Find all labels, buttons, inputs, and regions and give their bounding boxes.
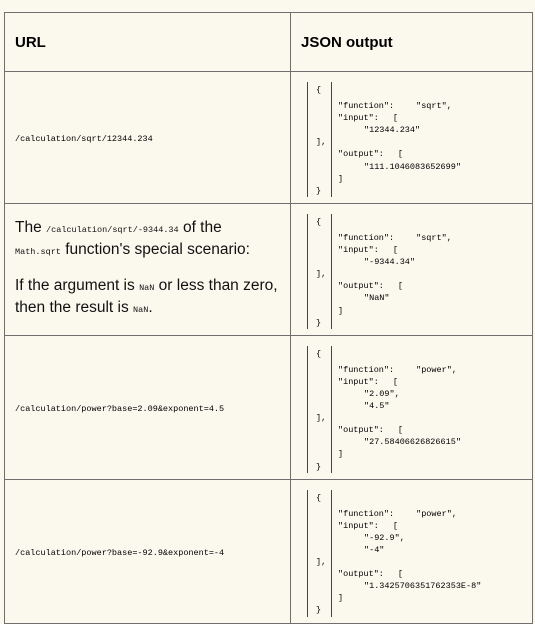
json-open-brace: { — [316, 348, 322, 359]
output-close: ] — [338, 173, 344, 184]
input-value: "-9344.34" — [364, 257, 416, 268]
input-open: [ — [392, 245, 398, 256]
output-close: ] — [338, 305, 344, 316]
url-column-header: URL — [5, 13, 291, 72]
input-key: "input": — [338, 113, 379, 124]
output-value: "1.3425706351762353E-8" — [364, 581, 482, 592]
url-text: /calculation/power?base=2.09&exponent=4.5 — [15, 404, 225, 415]
output-close: ] — [338, 449, 344, 460]
input-value: "-4" — [364, 545, 385, 555]
input-close: ], — [316, 557, 327, 568]
json-cell — [291, 479, 533, 623]
output-value: "111.1046083652699" — [364, 161, 461, 172]
url-cell — [5, 72, 291, 204]
table-row — [5, 72, 533, 204]
header-row — [5, 13, 533, 72]
json-close-brace: } — [316, 317, 322, 328]
api-examples-table — [4, 12, 533, 624]
output-open: [ — [397, 281, 404, 292]
function-key: "function": — [338, 508, 395, 519]
json-close-brace: } — [316, 605, 322, 616]
url-cell — [5, 335, 291, 479]
url-code: /calculation/sqrt/-9344.34 — [46, 225, 179, 236]
function-value: "power", — [416, 508, 457, 519]
output-key: "output": — [338, 149, 384, 160]
description-cell — [5, 203, 291, 335]
json-code-block — [307, 346, 461, 473]
nan-code: NaN — [139, 283, 155, 294]
function-value: "sqrt", — [416, 232, 452, 243]
json-code-block — [307, 82, 461, 197]
input-open: [ — [392, 376, 398, 387]
function-value: "sqrt", — [416, 101, 452, 112]
output-key: "output": — [338, 281, 384, 292]
output-value: "NaN" — [364, 293, 390, 304]
json-close-brace: } — [316, 185, 322, 196]
json-cell — [291, 335, 533, 479]
json-cell — [291, 203, 533, 335]
input-close: ], — [316, 269, 327, 280]
input-key: "input": — [338, 245, 379, 256]
method-code: Math.sqrt — [15, 247, 61, 258]
nan-code: NaN — [133, 305, 149, 316]
json-code-block — [307, 490, 482, 617]
json-code-block — [307, 214, 452, 329]
input-key: "input": — [338, 376, 379, 387]
input-value: "12344.234" — [364, 125, 421, 136]
function-key: "function": — [338, 364, 395, 375]
output-open: [ — [397, 425, 404, 436]
url-cell — [5, 479, 291, 623]
table-row — [5, 203, 533, 335]
input-close: ], — [316, 413, 327, 424]
input-value: "2.09", — [364, 388, 400, 399]
function-value: "power", — [416, 364, 457, 375]
output-open: [ — [397, 569, 404, 580]
output-key: "output": — [338, 425, 384, 436]
output-key: "output": — [338, 569, 384, 580]
function-key: "function": — [338, 101, 395, 112]
input-close: ], — [316, 137, 327, 148]
output-value: "27.58406626826615" — [364, 437, 461, 448]
input-value: "4.5" — [364, 401, 390, 412]
input-open: [ — [392, 520, 398, 531]
url-text: /calculation/sqrt/12344.234 — [15, 134, 153, 145]
function-key: "function": — [338, 232, 395, 243]
input-key: "input": — [338, 520, 379, 531]
special-scenario-description: The /calculation/sqrt/-9344.34 of the Math.sqrt function's special scenario: If the argument is NaN or less than zero, then the result is NaN. — [15, 219, 278, 317]
url-text: /calculation/power?base=-92.9&exponent=-4 — [15, 548, 225, 559]
output-open: [ — [397, 149, 404, 160]
table-row — [5, 335, 533, 479]
json-cell — [291, 72, 533, 204]
input-open: [ — [392, 113, 398, 124]
json-open-brace: { — [316, 216, 322, 227]
json-open-brace: { — [316, 85, 322, 95]
input-value: "-92.9", — [364, 532, 405, 543]
json-open-brace: { — [316, 492, 322, 503]
output-close: ] — [338, 593, 344, 604]
table-row — [5, 479, 533, 623]
json-column-header: JSON output — [291, 13, 533, 72]
json-close-brace: } — [316, 461, 322, 472]
